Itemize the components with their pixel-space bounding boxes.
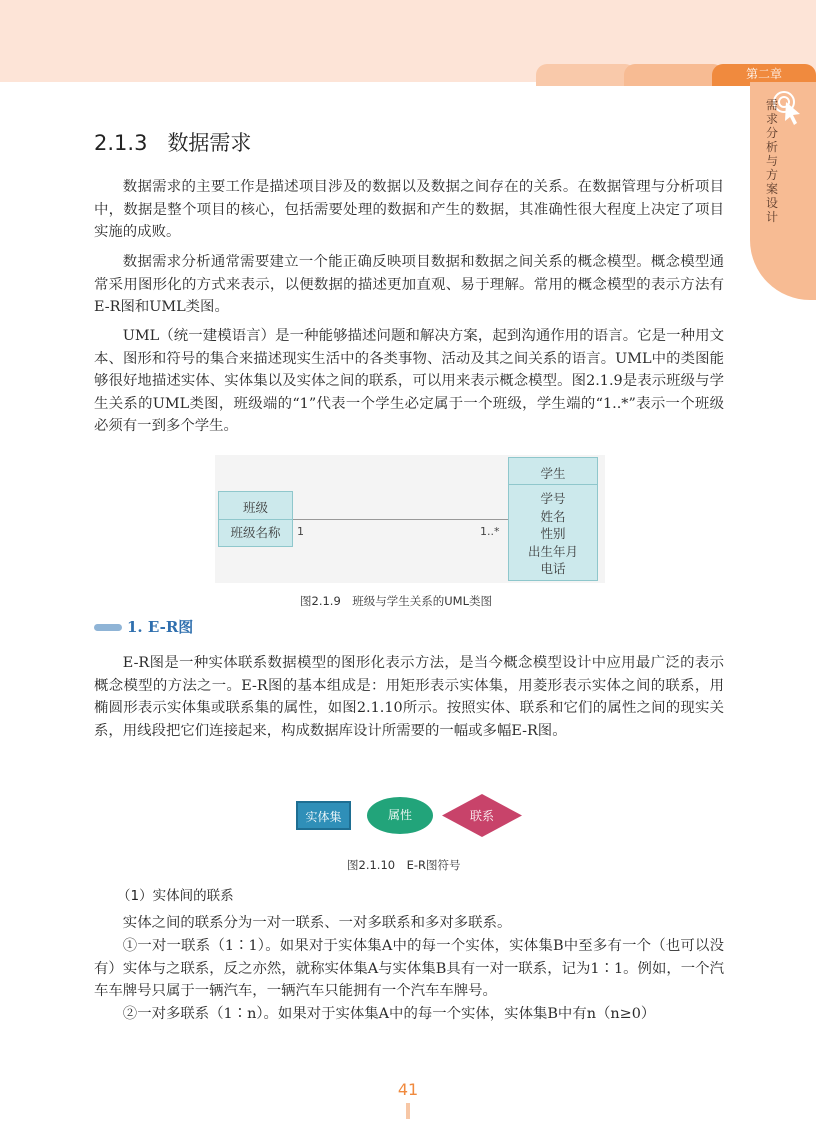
paragraph-relation-types: 实体之间的联系分为一对一联系、一对多联系和多对多联系。 [122,915,512,931]
section-title-text: 数据需求 [167,131,252,155]
chapter-tab-label: 第二章 [745,67,782,81]
item-heading: （1）实体间的联系 [117,888,234,904]
side-chapter-title: 需求分析与方案设计 [765,98,778,224]
page-number: 41 [397,1080,419,1099]
class-box-xuesheng [508,457,598,581]
paragraph-one-to-many: ②一对多联系（1∶n）。如果对于实体集A中的每一个实体，实体集B中有n（n≥0） [122,1006,656,1022]
class-attrs-xuesheng [509,490,597,578]
er-relation-symbol [441,793,523,838]
attr-birth: 出生年月 [527,543,578,559]
multiplicity-xuesheng: 1..* [480,525,500,538]
class-name-xuesheng: 学生 [540,466,566,481]
attr-phone: 电话 [540,561,566,577]
class-name-banji: 班级 [242,500,268,515]
page-number-marker [406,1103,410,1119]
section-title [94,127,251,157]
er-entity-symbol: 实体集 [296,801,351,830]
er-attribute-symbol: 属性 [367,797,433,834]
subsection-bullet [94,624,122,631]
class-divider [219,519,292,520]
association-line [293,519,508,520]
class-box-banji [218,491,293,547]
attr-student-id: 学号 [540,491,566,506]
paragraph-one-to-one: ①一对一联系（1∶1）。如果对于实体集A中的每一个实体，实体集B中至多有一个（也可以没有）实体与之联系，反之亦然，就称实体集A与实体集B具有一对一联系，记为1∶1。例如，一个汽车车牌号只属于一辆汽车，一辆汽车只能拥有一个汽车车牌号。 [94,938,724,1000]
paragraph-uml: UML（统一建模语言）是一种能够描述问题和解决方案，起到沟通作用的语言。它是一种用文本、图形和符号的集合来描述现实生活中的各类事物、活动及其之间关系的语言。UML中的类图能够很好地描述实体、实体集以及实体之间的联系，可以用来表示概念模型。图2.1.9是表示班级与学生关系的UML类图，班级端的“1”代表一个学生必定属于一个班级，学生端的“1..*”表示一个班级必须有一到多个学生。 [94,328,724,435]
figure-caption-er: 图2.1.10 E-R图符号 [347,858,461,872]
figure-caption-uml: 图2.1.9 班级与学生关系的UML类图 [300,594,493,608]
decor-tab-2 [624,64,724,86]
class-divider [509,484,597,485]
er-relation-label: 联系 [469,809,495,823]
attr-gender: 性别 [540,526,566,542]
paragraph-concept-model: 数据需求分析通常需要建立一个能正确反映项目数据和数据之间关系的概念模型。概念模型通常采用图形化的方式来表示，以便数据的描述更加直观、易于理解。常用的概念模型的表示方法有E-R图和UML类图。 [94,254,724,316]
class-attr-banji: 班级名称 [230,525,281,540]
section-number: 2.1.3 [94,131,148,155]
multiplicity-banji: 1 [297,525,304,538]
paragraph-er-diagram: E-R图是一种实体联系数据模型的图形化表示方法，是当今概念模型设计中应用最广泛的表示概念模型的方法之一。E-R图的基本组成是：用矩形表示实体集，用菱形表示实体之间的联系，用椭圆形表示实体集或联系集的属性，如图2.1.10所示。按照实体、联系和它们的属性之间的现实关系，用线段把它们连接起来，构成数据库设计所需要的一幅或多幅E-R图。 [94,655,724,739]
paragraph-data-requirements: 数据需求的主要工作是描述项目涉及的数据以及数据之间存在的关系。在数据管理与分析项目中，数据是整个项目的核心，包括需要处理的数据和产生的数据，其准确性很大程度上决定了项目实施的成败。 [94,179,724,241]
decor-tab-1 [536,64,636,86]
attr-name: 姓名 [540,508,566,524]
uml-class-diagram [215,455,605,583]
subsection-title: 1. E-R图 [127,618,194,636]
